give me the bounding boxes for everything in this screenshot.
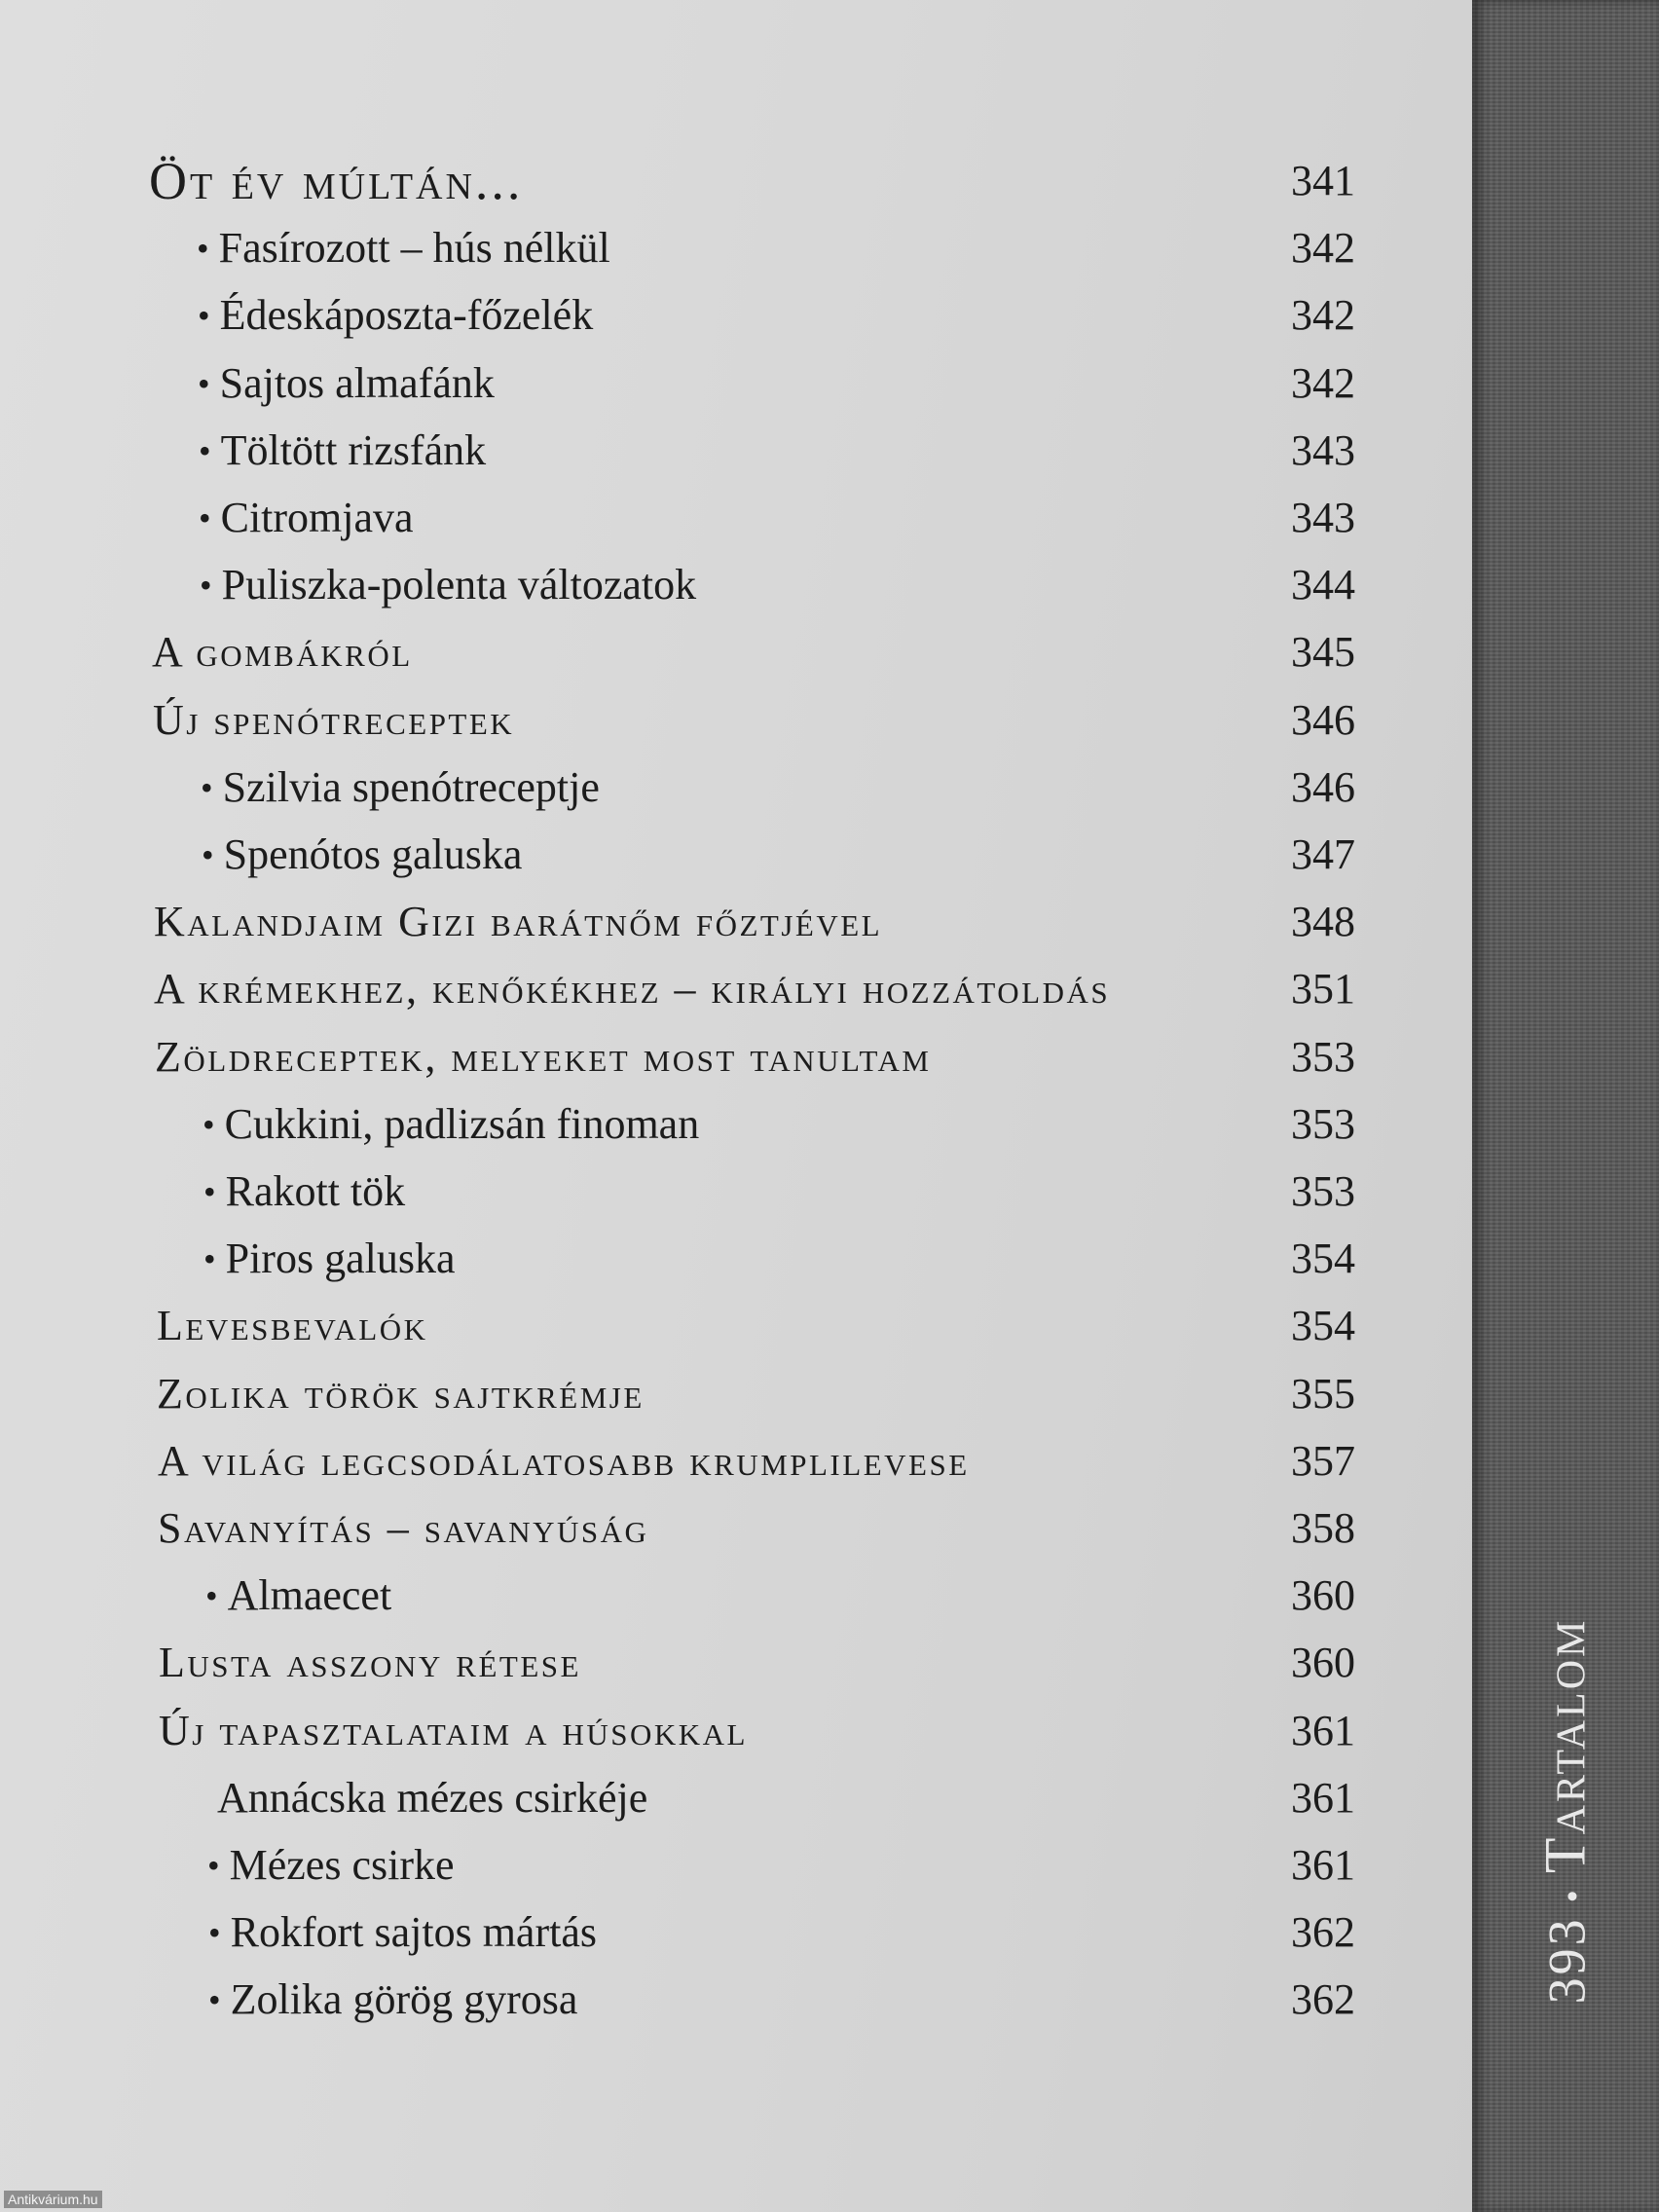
toc-entry-title: • Cukkini, padlizsán finoman [203, 1093, 699, 1158]
watermark: Antikvárium.hu [4, 2191, 102, 2208]
toc-entry-page: 346 [1291, 763, 1355, 811]
toc-entry [0, 1834, 1472, 1897]
toc-entry-page: 351 [1291, 965, 1355, 1013]
running-footer [1532, 1618, 1600, 2005]
toc-entry-title: • Rokfort sajtos mártás [208, 1901, 597, 1966]
toc-entry-title: Öt év múltán... [149, 152, 524, 210]
toc-entry-page: 361 [1291, 1707, 1355, 1754]
toc-entry [0, 891, 1472, 953]
toc-entry [0, 1228, 1472, 1290]
toc-entry [0, 352, 1472, 415]
toc-entry-page: 343 [1291, 494, 1355, 541]
toc-entry-title: Zolika török sajtkrémje [157, 1370, 645, 1418]
toc-entry-page: 345 [1291, 628, 1355, 676]
toc-entry [0, 554, 1472, 616]
toc-entry-title: • Rakott tök [203, 1161, 405, 1225]
toc-entry [0, 1969, 1472, 2031]
toc-entry [0, 621, 1472, 683]
toc-entry-title: • Almaecet [205, 1565, 391, 1629]
toc-entry [0, 150, 1472, 212]
toc-entry-page: 361 [1291, 1774, 1355, 1822]
toc-entry [0, 420, 1472, 482]
toc-entry [0, 1497, 1472, 1560]
toc-entry-page: 360 [1291, 1639, 1355, 1686]
toc-entry [0, 1430, 1472, 1493]
toc-entry-title: Annácska mézes csirkéje [217, 1774, 648, 1822]
toc-entry-title: • Töltött rizsfánk [199, 420, 486, 484]
toc-entry-title: Új tapasztalataim a húsokkal [159, 1707, 748, 1754]
toc-entry-title: • Sajtos almafánk [198, 352, 495, 417]
toc-entry [0, 1093, 1472, 1156]
toc-entry [0, 1565, 1472, 1627]
toc-entry [0, 1026, 1472, 1088]
toc-entry-title: Zöldreceptek, melyeket most tanultam [155, 1033, 932, 1081]
toc-entry-title: A gombákról [152, 628, 413, 676]
toc-entry [0, 1161, 1472, 1223]
toc-entry [0, 487, 1472, 549]
toc-entry [0, 1767, 1472, 1829]
toc-entry [0, 958, 1472, 1020]
toc-entry [0, 1295, 1472, 1357]
toc-entry [0, 756, 1472, 819]
toc-entry [0, 1632, 1472, 1694]
toc-entry-title: • Fasírozott – hús nélkül [197, 217, 610, 281]
toc-entry [0, 284, 1472, 347]
toc-entry [0, 1901, 1472, 1964]
toc-entry [0, 1700, 1472, 1762]
toc-entry-title: Lusta asszony rétese [159, 1639, 581, 1686]
toc-entry-page: 342 [1291, 291, 1355, 339]
toc-entry [0, 824, 1472, 886]
toc-entry-title: A krémekhez, kenőkékhez – királyi hozzátoldás [154, 965, 1111, 1013]
toc-entry-page: 353 [1291, 1100, 1355, 1148]
toc-entry-page: 354 [1291, 1235, 1355, 1282]
toc-entry-page: 354 [1291, 1302, 1355, 1349]
toc-entry-title: A világ legcsodálatosabb krumplilevese [158, 1437, 970, 1485]
toc-entry-page: 353 [1291, 1033, 1355, 1081]
toc-entry-title: Savanyítás – savanyúság [158, 1504, 649, 1552]
toc-entry-page: 341 [1291, 157, 1355, 204]
toc-entry-title: • Citromjava [199, 487, 414, 551]
toc-entry-page: 342 [1291, 224, 1355, 272]
toc-entry-title: • Piros galuska [203, 1228, 456, 1292]
footer-separator: • [1552, 1887, 1594, 1903]
toc-entry [0, 689, 1472, 752]
toc-entry-title: • Édeskáposzta-főzelék [198, 284, 593, 349]
toc-entry-page: 344 [1291, 561, 1355, 608]
page-number: 393 [1537, 1916, 1597, 2005]
toc-entry-title: Levesbevalók [157, 1302, 428, 1349]
toc-entry-title: • Puliszka-polenta változatok [200, 554, 696, 618]
toc-entry-page: 348 [1291, 898, 1355, 945]
toc-entry [0, 1363, 1472, 1425]
toc-entry-title: • Spenótos galuska [202, 824, 522, 888]
toc-entry-page: 353 [1291, 1167, 1355, 1215]
toc-entry-page: 355 [1291, 1370, 1355, 1418]
toc-entry-title: Új spenótreceptek [153, 696, 515, 744]
toc-entry [0, 217, 1472, 279]
toc-entry-page: 360 [1291, 1571, 1355, 1619]
toc-entry-title: • Mézes csirke [207, 1834, 455, 1899]
toc-entry-title: • Szilvia spenótreceptje [201, 756, 600, 821]
toc-entry-page: 358 [1291, 1504, 1355, 1552]
toc-entry-page: 347 [1291, 830, 1355, 878]
toc-entry-page: 342 [1291, 359, 1355, 407]
toc-entry-page: 362 [1291, 1908, 1355, 1956]
toc-entry-page: 361 [1291, 1841, 1355, 1889]
toc-entry-title: • Zolika görög gyrosa [208, 1969, 577, 2033]
toc-entry-title: Kalandjaim Gizi barátnőm főztjével [154, 898, 883, 945]
toc-entry-page: 346 [1291, 696, 1355, 744]
toc-entry-page: 357 [1291, 1437, 1355, 1485]
toc-entry-page: 362 [1291, 1975, 1355, 2023]
toc-entry-page: 343 [1291, 426, 1355, 474]
section-title: Tartalom [1532, 1617, 1598, 1874]
